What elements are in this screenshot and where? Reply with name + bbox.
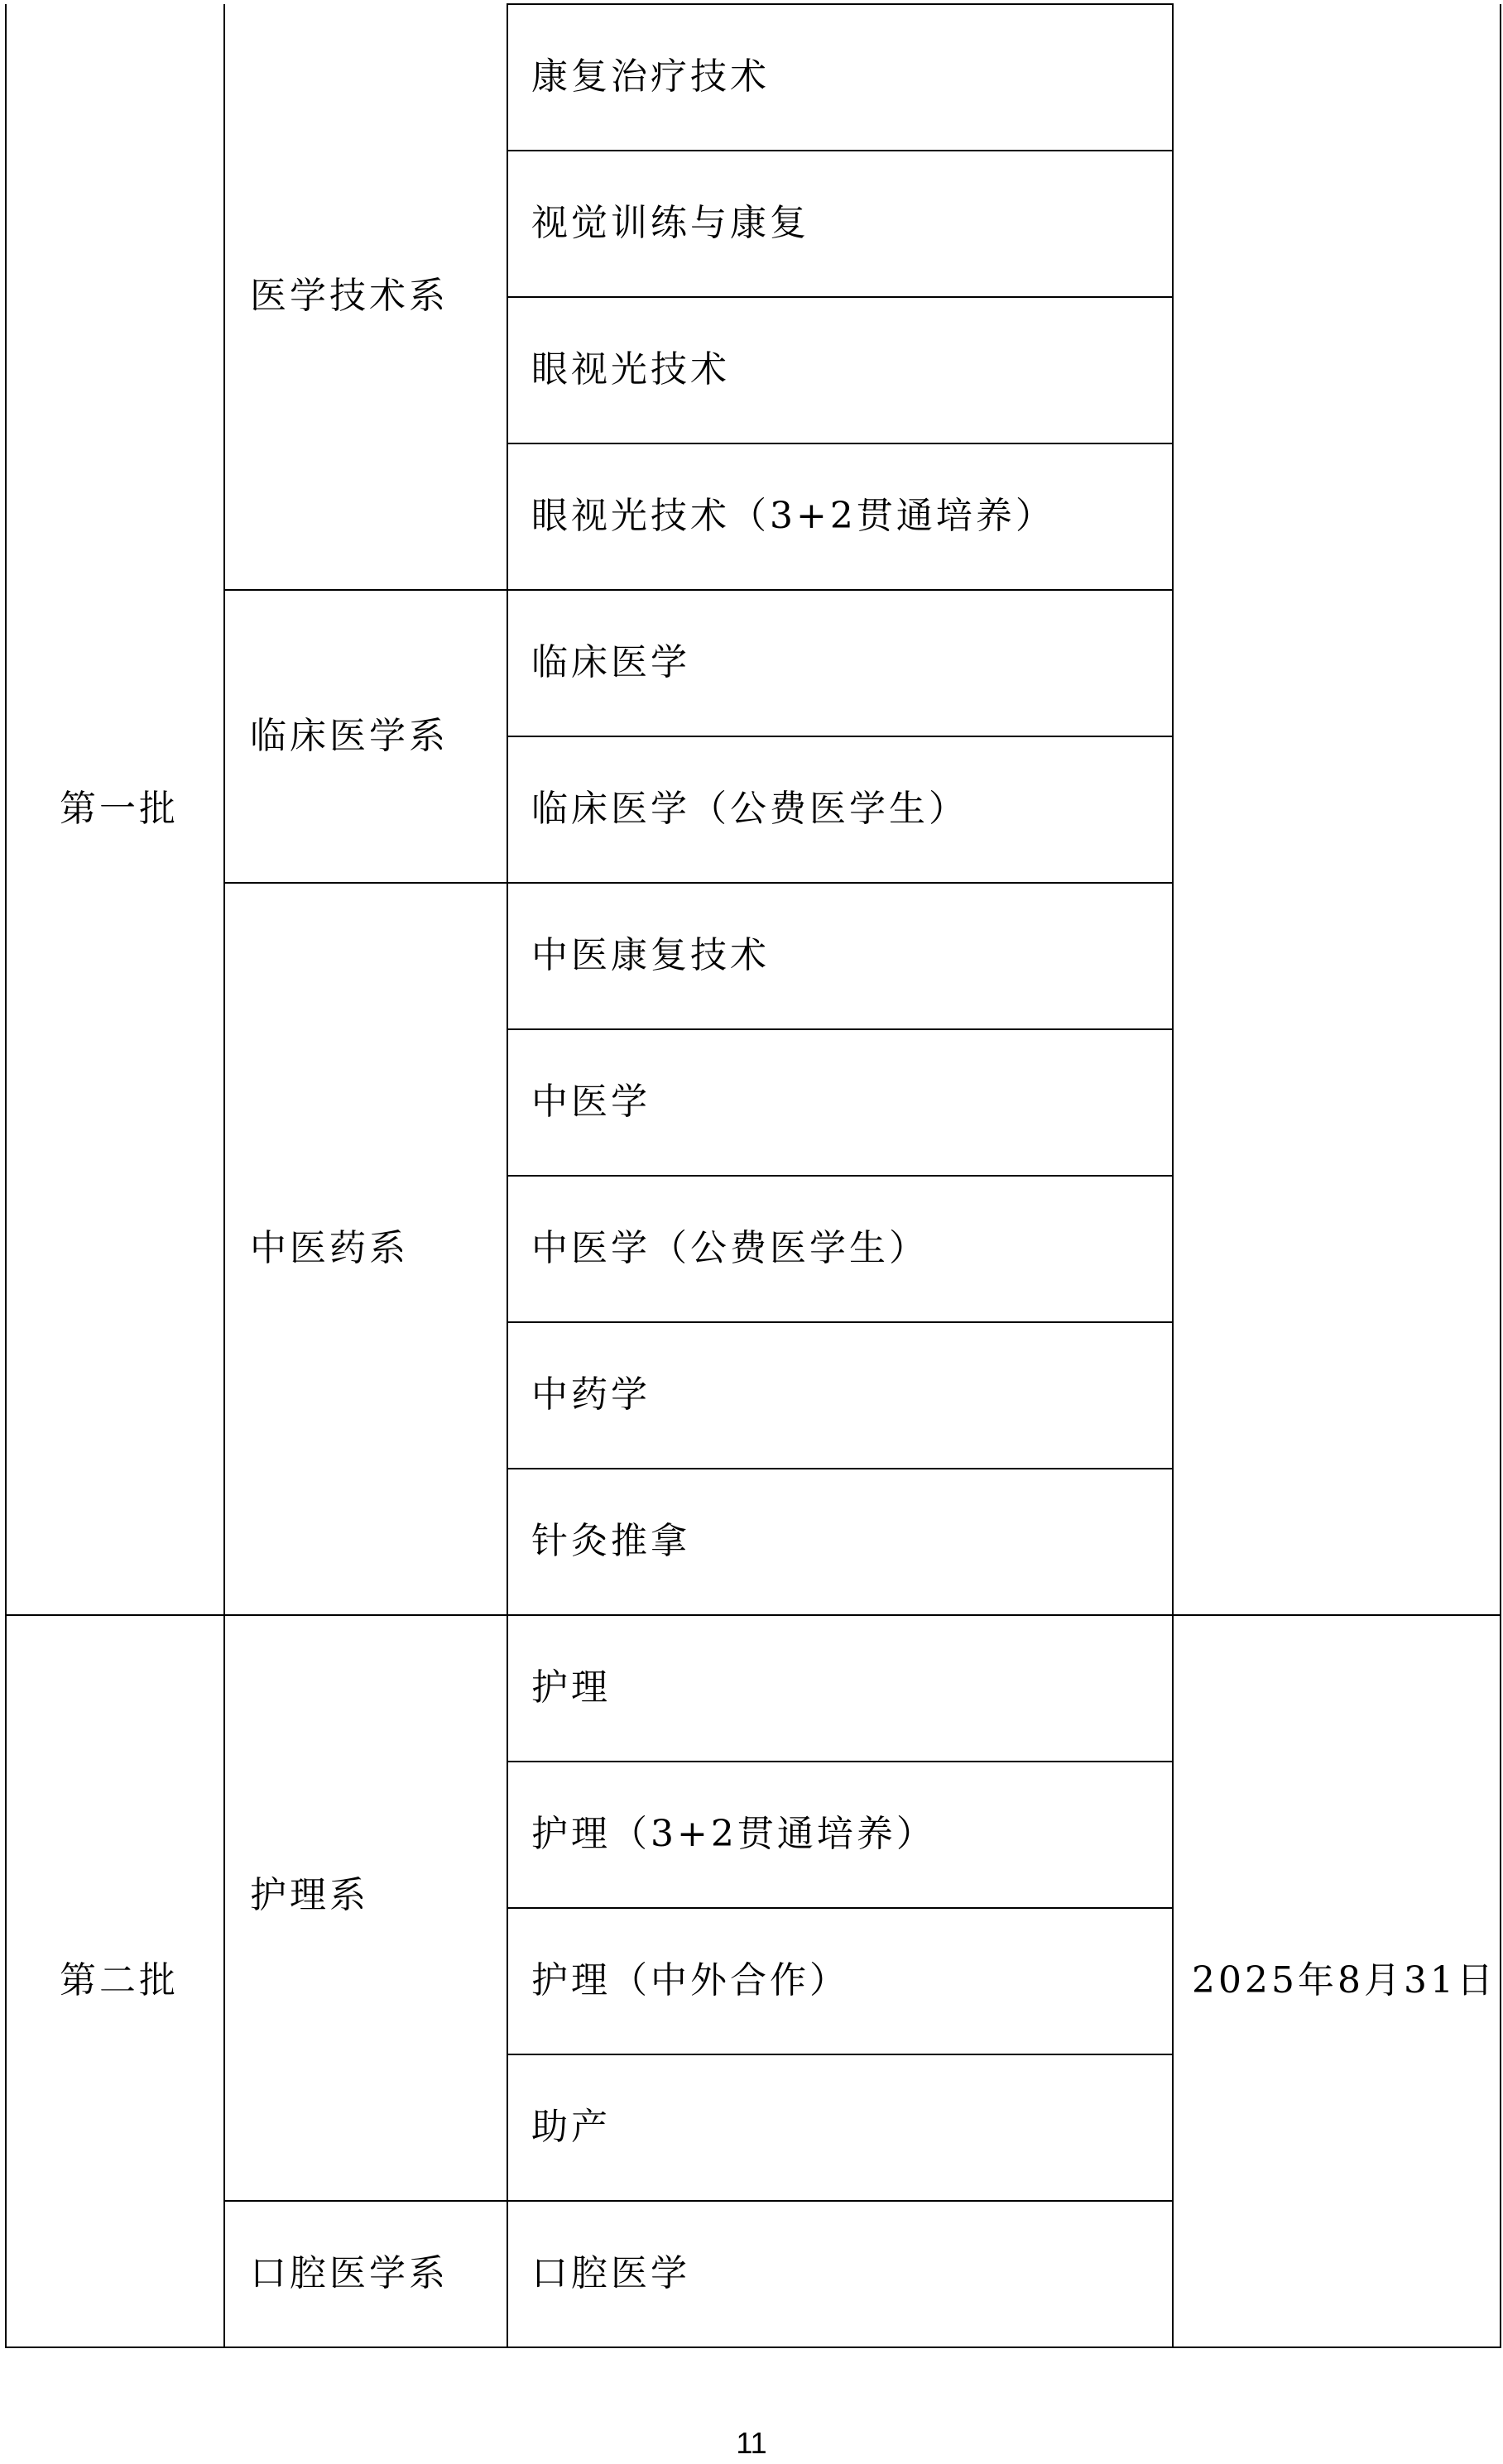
major-label: 护理（中外合作） [531, 1959, 849, 2002]
batch-label: 第一批 [60, 787, 179, 830]
deadline-cell-first [1173, 4, 1501, 1615]
major-label: 助产 [531, 2106, 611, 2149]
major-cell [507, 1908, 1173, 2054]
major-label: 康复治疗技术 [531, 55, 770, 98]
major-label: 针灸推拿 [531, 1520, 690, 1563]
major-cell [507, 1176, 1173, 1322]
batch-label: 第二批 [60, 1959, 179, 2002]
major-label: 中医康复技术 [531, 934, 770, 977]
major-cell [507, 151, 1173, 297]
department-cell-medical-tech [224, 4, 507, 590]
table-row [6, 4, 1501, 151]
batch-cell-first [6, 4, 224, 1615]
department-label: 医学技术系 [250, 275, 449, 318]
department-label: 临床医学系 [250, 714, 449, 757]
department-cell-stomatology [224, 2201, 507, 2347]
page-number: 11 [736, 2426, 767, 2460]
major-cell [507, 1322, 1173, 1469]
major-cell [507, 883, 1173, 1029]
major-cell [507, 736, 1173, 883]
major-label: 眼视光技术（3+2贯通培养） [531, 495, 1055, 538]
major-cell [507, 2054, 1173, 2201]
batch-cell-second [6, 1615, 224, 2347]
major-label: 临床医学（公费医学生） [531, 788, 968, 831]
department-cell-tcm [224, 883, 507, 1615]
department-label: 护理系 [250, 1873, 369, 1916]
major-label: 中药学 [531, 1373, 651, 1417]
major-label: 临床医学 [531, 641, 690, 684]
major-cell [507, 443, 1173, 590]
major-cell [507, 1615, 1173, 1762]
major-cell [507, 1469, 1173, 1615]
deadline-label: 2025年8月31日 [1192, 1959, 1496, 2002]
major-cell [507, 4, 1173, 151]
department-label: 口腔医学系 [250, 2252, 449, 2295]
major-label: 眼视光技术 [531, 348, 730, 391]
enrollment-schedule-table [5, 3, 1501, 2348]
major-label: 中医学（公费医学生） [531, 1227, 929, 1270]
major-label: 口腔医学 [531, 2252, 690, 2295]
major-cell [507, 590, 1173, 736]
major-cell [507, 2201, 1173, 2347]
major-label: 中医学 [531, 1081, 651, 1124]
major-cell [507, 1762, 1173, 1908]
department-cell-nursing [224, 1615, 507, 2201]
major-label: 护理（3+2贯通培养） [531, 1813, 936, 1856]
major-label: 视觉训练与康复 [531, 202, 809, 245]
major-label: 护理 [531, 1666, 611, 1709]
deadline-cell-second [1173, 1615, 1501, 2347]
department-label: 中医药系 [250, 1227, 409, 1270]
table-row [6, 1615, 1501, 1762]
major-cell [507, 1029, 1173, 1176]
major-cell [507, 297, 1173, 443]
department-cell-clinical [224, 590, 507, 883]
